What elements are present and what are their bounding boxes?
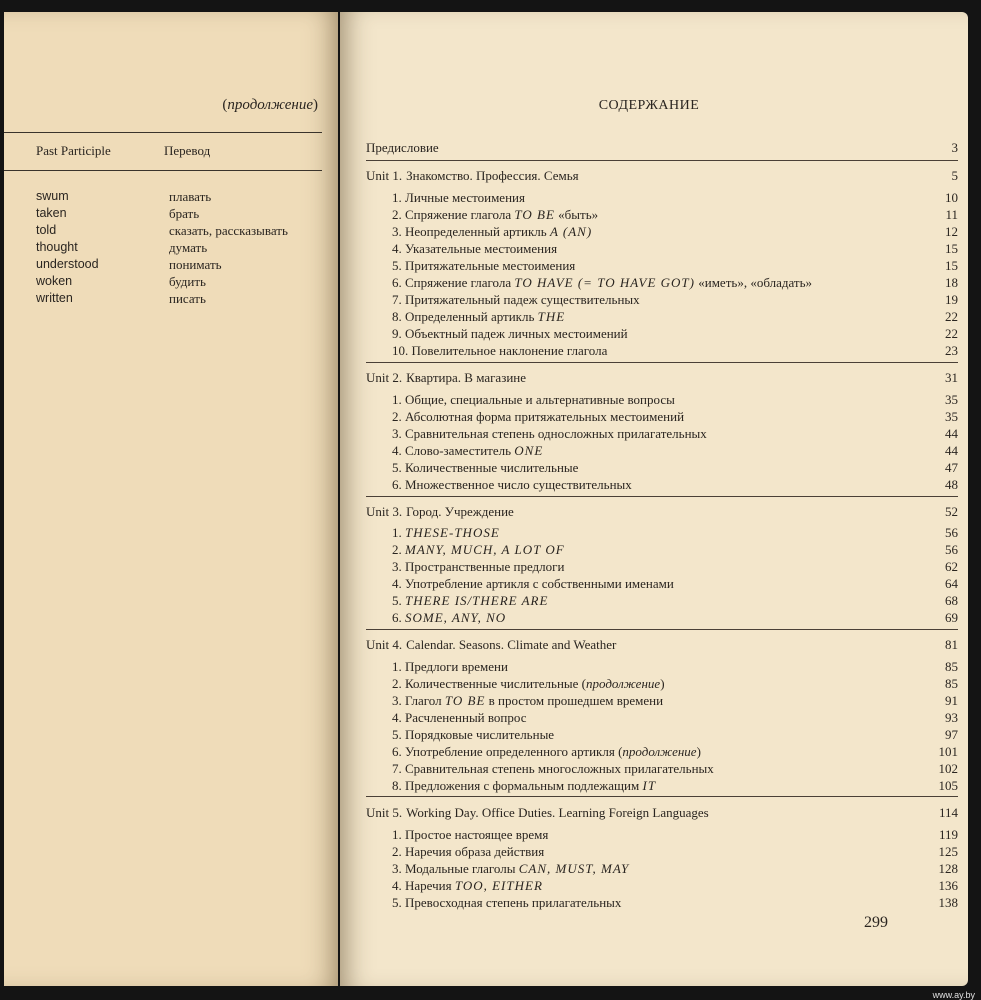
item-number: 1.: [392, 525, 402, 540]
item-text: Объектный падеж личных местоимений: [405, 326, 628, 341]
item-english-term: THE: [537, 309, 566, 324]
item-text: Количественные числительные: [405, 460, 579, 475]
toc-entry: [366, 610, 506, 626]
item-number: 1.: [392, 827, 402, 842]
toc-entry: [366, 443, 543, 459]
toc-unit-text: [366, 805, 709, 821]
item-text: Количественные числительные: [405, 676, 579, 691]
toc-page-number: 97: [945, 727, 958, 742]
past-participle: swum: [36, 189, 69, 203]
toc-entry: [366, 392, 675, 408]
left-page: [4, 12, 338, 986]
toc-entry: [366, 326, 628, 342]
item-english-term: CAN, MUST, MAY: [518, 861, 630, 876]
toc-row: [366, 861, 958, 877]
item-number: 8.: [392, 778, 402, 793]
item-number: 8.: [392, 309, 402, 324]
toc-entry: [366, 659, 508, 675]
past-participle: taken: [36, 206, 67, 220]
item-text: Предложения с формальным подлежащим: [405, 778, 640, 793]
item-text: Притяжательные местоимения: [405, 258, 576, 273]
item-number: 6.: [392, 477, 402, 492]
translation: писать: [169, 291, 206, 306]
item-number: 10.: [392, 343, 409, 358]
item-text: Общие, специальные и альтернативные вопросы: [405, 392, 675, 407]
section-divider: [366, 796, 958, 797]
toc-row: [366, 190, 958, 206]
item-number: 3.: [392, 559, 402, 574]
continuation-note: (продолжение): [222, 97, 318, 113]
translation: будить: [169, 274, 206, 289]
list-item: [36, 222, 288, 239]
toc-row: [366, 844, 958, 860]
toc-entry: [366, 559, 564, 575]
unit-label: Unit 4.: [366, 637, 403, 652]
item-text-after: «быть»: [558, 207, 599, 222]
toc-entry: [366, 593, 548, 609]
past-participle: woken: [36, 274, 73, 288]
item-number: 4.: [392, 576, 402, 591]
list-item: [36, 256, 288, 273]
unit-label: Unit 5.: [366, 805, 403, 820]
past-participle: written: [36, 291, 73, 305]
toc-page-number: 56: [945, 542, 958, 557]
toc-row: [366, 343, 958, 359]
item-number: 5.: [392, 895, 402, 910]
toc-page-number: 22: [945, 309, 958, 324]
item-text: Абсолютная форма притяжательных местоимений: [405, 409, 685, 424]
item-number: 6.: [392, 744, 402, 759]
item-number: 4.: [392, 878, 402, 893]
item-text: Предлоги времени: [405, 659, 508, 674]
item-text: Наречия образа действия: [405, 844, 545, 859]
toc-entry: [366, 778, 656, 794]
toc-unit-text: [366, 370, 526, 386]
toc-page-number: 44: [945, 443, 958, 458]
toc-page-number: 138: [938, 895, 958, 910]
column-header-participle: Past Participle: [36, 143, 111, 158]
toc-row: [366, 292, 958, 308]
item-text: Повелительное наклонение глагола: [411, 343, 608, 358]
toc-unit-text: [366, 637, 616, 653]
toc-row: [366, 593, 958, 609]
toc-entry: [366, 895, 621, 911]
toc-entry: [366, 275, 812, 291]
toc-entry: [366, 542, 565, 558]
toc-page-number: 12: [945, 224, 958, 239]
column-header-translation: Перевод: [164, 143, 211, 158]
translation: плавать: [169, 189, 212, 204]
toc-page-number: 128: [938, 861, 958, 876]
translation: понимать: [169, 257, 222, 272]
item-text: Неопределенный артикль: [405, 224, 547, 239]
toc-page-number: 119: [938, 827, 958, 842]
item-english-term: MANY, MUCH, A LOT OF: [405, 542, 565, 557]
toc-entry: 6. Употребление определенного артикля (продолжение): [392, 744, 701, 759]
toc-row: [366, 258, 958, 274]
toc-entry: [366, 190, 525, 206]
toc-entry: [366, 292, 640, 308]
toc-page-number: 91: [945, 693, 958, 708]
item-number: 4.: [392, 710, 402, 725]
item-english-term: TO BE: [444, 693, 486, 708]
item-number: 6.: [392, 275, 402, 290]
list-item: [36, 239, 288, 256]
past-participle: thought: [36, 240, 78, 254]
unit-title: Знакомство. Профессия. Семья: [406, 168, 579, 183]
item-number: 2.: [392, 409, 402, 424]
toc-page-number: 62: [945, 559, 958, 574]
toc-entry-title: Предисловие: [366, 140, 439, 155]
unit-title: Город. Учреждение: [406, 504, 514, 519]
page-number: 299: [864, 914, 888, 931]
item-number: 3.: [392, 693, 402, 708]
unit-title: Квартира. В магазине: [406, 370, 527, 385]
item-number: 1.: [392, 392, 402, 407]
toc-page-number: 105: [938, 778, 958, 793]
item-number: 5.: [392, 727, 402, 742]
toc-page-number: 48: [945, 477, 958, 492]
item-number: 1.: [392, 190, 402, 205]
item-number: 7.: [392, 761, 402, 776]
toc-page-number: 85: [945, 659, 958, 674]
toc-row: [366, 326, 958, 342]
list-item: [36, 290, 288, 307]
toc-row: [366, 224, 958, 240]
item-number: 2.: [392, 844, 402, 859]
toc-row: [366, 426, 958, 442]
item-continuation: продолжение: [622, 744, 697, 759]
item-text: Простое настоящее время: [405, 827, 549, 842]
toc-row: [366, 525, 958, 541]
item-number: 2.: [392, 542, 402, 557]
item-text-after: «иметь», «обладать»: [698, 275, 813, 290]
toc-row: [366, 895, 958, 911]
toc-entry: [366, 343, 607, 359]
item-text: Спряжение глагола: [405, 275, 512, 290]
toc-row: [366, 676, 958, 692]
toc-page-number: 18: [945, 275, 958, 290]
toc-unit-heading: [366, 637, 958, 653]
toc-entry: [366, 309, 565, 325]
item-text: Указательные местоимения: [405, 241, 558, 256]
item-text: Наречия: [405, 878, 452, 893]
toc-page-number: 35: [945, 392, 958, 407]
item-text: Спряжение глагола: [405, 207, 512, 222]
section-divider: [366, 362, 958, 363]
toc-row: [366, 693, 958, 709]
toc-unit-heading: [366, 370, 958, 386]
item-number: 5.: [392, 593, 402, 608]
translation: брать: [169, 206, 200, 221]
unit-label: Unit 3.: [366, 504, 403, 519]
past-participle: understood: [36, 257, 99, 271]
toc-row: [366, 659, 958, 675]
item-english-term: ONE: [514, 443, 544, 458]
toc-page-number: 23: [945, 343, 958, 358]
past-participle: told: [36, 223, 57, 237]
section-divider: [366, 496, 958, 497]
toc-row-preface: [366, 140, 958, 156]
item-english-term: THERE IS/THERE ARE: [405, 593, 549, 608]
toc-row: [366, 727, 958, 743]
item-number: 5.: [392, 258, 402, 273]
item-number: 5.: [392, 460, 402, 475]
toc-row: [366, 878, 958, 894]
toc-entry: [366, 710, 527, 726]
toc-entry: [366, 844, 544, 860]
item-english-term: IT: [642, 778, 657, 793]
toc-row: [366, 477, 958, 493]
toc-unit-heading: [366, 504, 958, 520]
unit-title: Calendar. Seasons. Climate and Weather: [406, 637, 617, 652]
toc-page-number: 85: [945, 676, 958, 691]
toc-page-number: 125: [938, 844, 958, 859]
item-english-term: TO BE: [514, 207, 555, 222]
item-text: Превосходная степень прилагательных: [405, 895, 622, 910]
item-number: 3.: [392, 861, 402, 876]
toc-page-number: 69: [945, 610, 958, 625]
item-number: 9.: [392, 326, 402, 341]
toc-entry: [366, 693, 663, 709]
toc-row: [366, 392, 958, 408]
toc-page-number: 136: [938, 878, 958, 893]
item-text: Модальные глаголы: [405, 861, 516, 876]
item-text: Сравнительная степень многосложных прилагательных: [405, 761, 714, 776]
toc-entry: 2. Количественные числительные (продолжение): [392, 676, 665, 691]
toc-page-number: 68: [945, 593, 958, 608]
toc-entry: [366, 761, 714, 777]
toc-page-number: 81: [945, 637, 958, 652]
list-item: [36, 205, 288, 222]
toc-entry: [366, 460, 578, 476]
toc-page-number: 10: [945, 190, 958, 205]
unit-label: Unit 2.: [366, 370, 403, 385]
toc-entry: [366, 861, 629, 877]
item-text: Употребление определенного артикля: [405, 744, 615, 759]
toc-row: [366, 827, 958, 843]
toc-row: [366, 778, 958, 794]
toc-page-number: 35: [945, 409, 958, 424]
table-top-rule: [4, 132, 322, 133]
toc-page-number: 31: [945, 370, 958, 385]
toc-unit-text: [366, 504, 514, 520]
toc-page-number: 44: [945, 426, 958, 441]
toc-row: [366, 275, 958, 291]
item-number: 7.: [392, 292, 402, 307]
item-english-term: TOO, EITHER: [454, 878, 543, 893]
toc-row: [366, 576, 958, 592]
toc-entry: [366, 224, 592, 240]
toc-row: [366, 559, 958, 575]
toc-page-number: 52: [945, 504, 958, 519]
item-english-term: TO HAVE (= TO HAVE GOT): [514, 275, 695, 290]
item-text: Расчлененный вопрос: [405, 710, 527, 725]
item-text: Притяжательный падеж существительных: [405, 292, 640, 307]
toc-entry: [366, 878, 543, 894]
toc-entry: [366, 827, 548, 843]
toc-page-number: 11: [945, 207, 958, 222]
item-number: 4.: [392, 241, 402, 256]
item-number: 3.: [392, 224, 402, 239]
item-number: 3.: [392, 426, 402, 441]
item-number: 6.: [392, 610, 402, 625]
item-text: Употребление артикля с собственными именами: [405, 576, 674, 591]
toc-page-number: 93: [945, 710, 958, 725]
translation: думать: [169, 240, 208, 255]
item-text: Слово-заместитель: [405, 443, 512, 458]
toc-page-number: 19: [945, 292, 958, 307]
item-text: Порядковые числительные: [405, 727, 555, 742]
toc-row: [366, 409, 958, 425]
toc-row: [366, 610, 958, 626]
list-item: [36, 188, 288, 205]
toc-entry: [366, 207, 598, 223]
toc-page-number: 5: [951, 168, 958, 183]
item-english-term: A (AN): [549, 224, 593, 239]
toc-page-number: 101: [938, 744, 958, 759]
item-text: Пространственные предлоги: [405, 559, 565, 574]
section-divider: [366, 160, 958, 161]
item-text: Сравнительная степень односложных прилагательных: [405, 426, 707, 441]
toc-row: [366, 460, 958, 476]
toc-row: [366, 542, 958, 558]
item-number: 4.: [392, 443, 402, 458]
toc-entry: [366, 258, 575, 274]
toc-page-number: 22: [945, 326, 958, 341]
toc-page-number: 3: [951, 140, 958, 155]
item-continuation: продолжение: [586, 676, 661, 691]
toc-entry: [366, 241, 557, 257]
unit-title: Working Day. Office Duties. Learning Foreign Languages: [406, 805, 709, 820]
item-text-after: в простом прошедшем времени: [488, 693, 664, 708]
item-text: Множественное число существительных: [405, 477, 632, 492]
toc-row: [366, 443, 958, 459]
list-item: [36, 273, 288, 290]
toc-page-number: 15: [945, 241, 958, 256]
table-header-rule: [4, 170, 322, 171]
item-english-term: THESE-THOSE: [405, 525, 500, 540]
toc-row: [366, 744, 958, 760]
toc-entry: [366, 576, 674, 592]
toc-page-number: 114: [938, 805, 958, 820]
toc-page-number: 64: [945, 576, 958, 591]
translation: сказать, рассказывать: [169, 223, 288, 238]
item-text: Глагол: [405, 693, 442, 708]
item-text: Определенный артикль: [405, 309, 535, 324]
item-number: 2.: [392, 676, 402, 691]
toc-row: [366, 309, 958, 325]
toc-unit-heading: [366, 168, 958, 184]
watermark: www.ay.by: [932, 990, 975, 1000]
item-english-term: SOME, ANY, NO: [405, 610, 507, 625]
toc-row: [366, 241, 958, 257]
unit-label: Unit 1.: [366, 168, 403, 183]
toc-row: [366, 761, 958, 777]
toc-entry: [366, 409, 684, 425]
toc-entry: [366, 426, 707, 442]
toc-page-number: 56: [945, 525, 958, 540]
toc-unit-text: [366, 168, 579, 184]
toc-unit-heading: [366, 805, 958, 821]
toc-entry: [366, 477, 632, 493]
right-page: [340, 12, 968, 986]
item-number: 2.: [392, 207, 402, 222]
toc-page-number: 15: [945, 258, 958, 273]
contents-title: СОДЕРЖАНИЕ: [598, 98, 700, 113]
toc-page-number: 102: [938, 761, 958, 776]
continuation-text: продолжение: [227, 97, 313, 113]
verb-table: [36, 188, 288, 307]
toc-row: [366, 710, 958, 726]
item-text: Личные местоимения: [405, 190, 525, 205]
toc-page-number: 47: [945, 460, 958, 475]
toc-entry: [366, 727, 554, 743]
item-number: 1.: [392, 659, 402, 674]
section-divider: [366, 629, 958, 630]
toc-entry: [366, 525, 500, 541]
toc-row: [366, 207, 958, 223]
